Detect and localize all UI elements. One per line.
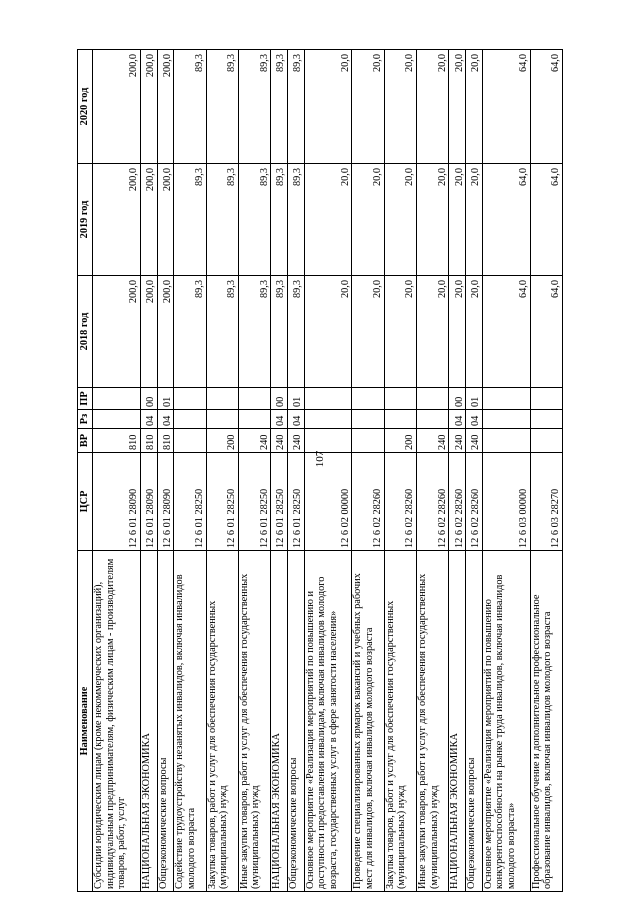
cell-pr <box>206 388 238 410</box>
cell-rz: 04 <box>466 410 483 429</box>
cell-csr: 12 6 03 00000 <box>482 453 530 551</box>
cell-pr: 00 <box>140 388 157 410</box>
cell-vr: 810 <box>140 429 157 453</box>
cell-y2018: 89,3 <box>271 276 288 388</box>
cell-rz <box>416 410 448 429</box>
cell-pr <box>174 388 206 410</box>
cell-name: НАЦИОНАЛЬНАЯ ЭКОНОМИКА <box>140 551 157 892</box>
cell-y2018: 89,3 <box>238 276 270 388</box>
cell-y2020: 20,0 <box>384 50 416 164</box>
cell-y2019: 89,3 <box>238 164 270 276</box>
cell-csr: 12 6 02 28260 <box>384 453 416 551</box>
header-2018: 2018 год <box>78 276 93 388</box>
header-2020: 2020 год <box>78 50 93 164</box>
cell-vr: 240 <box>416 429 448 453</box>
cell-rz <box>206 410 238 429</box>
cell-y2018: 200,0 <box>140 276 157 388</box>
cell-name: Содействие трудоустройству незанятых инвалидов, включая инвалидов молодого возраста <box>174 551 206 892</box>
cell-vr: 240 <box>287 429 304 453</box>
table-body <box>93 50 563 892</box>
cell-csr: 12 6 02 28260 <box>352 453 384 551</box>
cell-y2018: 64,0 <box>482 276 530 388</box>
cell-y2018: 64,0 <box>530 276 562 388</box>
cell-rz <box>384 410 416 429</box>
cell-y2020: 20,0 <box>416 50 448 164</box>
table-row <box>206 50 238 892</box>
cell-y2019: 89,3 <box>287 164 304 276</box>
cell-csr: 12 6 01 28250 <box>287 453 304 551</box>
cell-y2020: 64,0 <box>482 50 530 164</box>
cell-csr: 12 6 01 28090 <box>93 453 141 551</box>
cell-vr <box>352 429 384 453</box>
cell-rz: 04 <box>287 410 304 429</box>
header-pr: ПР <box>78 388 93 410</box>
cell-pr: 01 <box>157 388 174 410</box>
table-row <box>238 50 270 892</box>
cell-vr: 240 <box>238 429 270 453</box>
table-row <box>140 50 157 892</box>
table-row <box>157 50 174 892</box>
cell-rz <box>482 410 530 429</box>
cell-pr <box>93 388 141 410</box>
table-row <box>530 50 562 892</box>
cell-y2020: 20,0 <box>449 50 466 164</box>
table-row <box>287 50 304 892</box>
header-rz: Рз <box>78 410 93 429</box>
cell-vr <box>174 429 206 453</box>
cell-y2020: 200,0 <box>140 50 157 164</box>
table-row <box>384 50 416 892</box>
cell-name: Основное мероприятие «Реализация мероприятий по повышению и доступности предоставления инвалидам, включая инвалидов молодого возраста, государственных услуг в сфере занятости населения» <box>304 551 352 892</box>
header-csr: ЦСР <box>78 453 93 551</box>
header-row <box>78 50 93 892</box>
cell-name: Иные закупки товаров, работ и услуг для обеспечения государственных (муниципальных) нужд <box>238 551 270 892</box>
cell-y2020: 20,0 <box>466 50 483 164</box>
cell-rz <box>93 410 141 429</box>
cell-y2020: 89,3 <box>238 50 270 164</box>
cell-vr: 240 <box>449 429 466 453</box>
cell-csr: 12 6 01 28090 <box>140 453 157 551</box>
cell-rz: 04 <box>140 410 157 429</box>
cell-pr <box>384 388 416 410</box>
cell-y2020: 200,0 <box>93 50 141 164</box>
cell-y2019: 64,0 <box>530 164 562 276</box>
table-row <box>466 50 483 892</box>
cell-pr: 00 <box>271 388 288 410</box>
cell-csr: 12 6 01 28250 <box>238 453 270 551</box>
cell-csr: 12 6 02 28260 <box>466 453 483 551</box>
cell-vr: 240 <box>466 429 483 453</box>
cell-pr <box>482 388 530 410</box>
cell-y2018: 20,0 <box>466 276 483 388</box>
cell-y2018: 200,0 <box>93 276 141 388</box>
cell-y2020: 89,3 <box>174 50 206 164</box>
cell-y2019: 200,0 <box>93 164 141 276</box>
cell-y2018: 89,3 <box>287 276 304 388</box>
table-row <box>304 50 352 892</box>
cell-pr: 01 <box>466 388 483 410</box>
cell-name: НАЦИОНАЛЬНАЯ ЭКОНОМИКА <box>271 551 288 892</box>
cell-csr: 12 6 02 28260 <box>416 453 448 551</box>
cell-y2019: 64,0 <box>482 164 530 276</box>
cell-rz <box>238 410 270 429</box>
cell-y2018: 20,0 <box>416 276 448 388</box>
cell-rz <box>352 410 384 429</box>
cell-vr: 200 <box>384 429 416 453</box>
cell-csr: 12 6 01 28250 <box>271 453 288 551</box>
cell-vr: 200 <box>206 429 238 453</box>
cell-pr <box>530 388 562 410</box>
cell-y2019: 20,0 <box>384 164 416 276</box>
cell-y2018: 20,0 <box>384 276 416 388</box>
budget-table <box>77 49 563 892</box>
cell-y2019: 89,3 <box>174 164 206 276</box>
header-name: Наименование <box>78 551 93 892</box>
cell-y2020: 20,0 <box>352 50 384 164</box>
cell-name: Общеэкономические вопросы <box>287 551 304 892</box>
cell-pr <box>304 388 352 410</box>
cell-vr: 240 <box>271 429 288 453</box>
cell-y2019: 20,0 <box>466 164 483 276</box>
cell-y2019: 20,0 <box>449 164 466 276</box>
header-2019: 2019 год <box>78 164 93 276</box>
cell-pr: 00 <box>449 388 466 410</box>
cell-name: Закупка товаров, работ и услуг для обеспечения государственных (муниципальных) нужд <box>384 551 416 892</box>
cell-y2020: 89,3 <box>287 50 304 164</box>
cell-name: Общеэкономические вопросы <box>466 551 483 892</box>
cell-y2019: 20,0 <box>352 164 384 276</box>
cell-y2019: 20,0 <box>304 164 352 276</box>
cell-vr: 810 <box>157 429 174 453</box>
cell-csr: 12 6 02 00000 <box>304 453 352 551</box>
cell-csr: 12 6 01 28090 <box>157 453 174 551</box>
cell-pr <box>238 388 270 410</box>
page-number: 107 <box>314 450 326 468</box>
cell-y2019: 200,0 <box>157 164 174 276</box>
cell-rz <box>174 410 206 429</box>
cell-name: Профессиональное обучение и дополнительное профессиональное образование инвалидов, включая инвалидов молодого возраста <box>530 551 562 892</box>
cell-csr: 12 6 01 28250 <box>206 453 238 551</box>
table-row <box>449 50 466 892</box>
table-row <box>93 50 141 892</box>
cell-y2019: 89,3 <box>271 164 288 276</box>
cell-y2018: 89,3 <box>174 276 206 388</box>
cell-y2020: 200,0 <box>157 50 174 164</box>
cell-vr <box>530 429 562 453</box>
table-row <box>416 50 448 892</box>
cell-y2018: 20,0 <box>304 276 352 388</box>
cell-name: Субсидии юридическим лицам (кроме некоммерческих организаций), индивидуальным предпринимателям, физическим лицам - производителям товаров, работ, услуг <box>93 551 141 892</box>
cell-name: Проведение специализированных ярмарок вакансий и учебных рабочих мест для инвалидов, включая инвалидов молодого возраста <box>352 551 384 892</box>
cell-pr <box>352 388 384 410</box>
cell-y2018: 89,3 <box>206 276 238 388</box>
cell-name: НАЦИОНАЛЬНАЯ ЭКОНОМИКА <box>449 551 466 892</box>
cell-vr: 810 <box>93 429 141 453</box>
cell-pr <box>416 388 448 410</box>
cell-rz <box>304 410 352 429</box>
cell-name: Закупка товаров, работ и услуг для обеспечения государственных (муниципальных) нужд <box>206 551 238 892</box>
cell-y2019: 20,0 <box>416 164 448 276</box>
table-row <box>271 50 288 892</box>
cell-name: Общеэкономические вопросы <box>157 551 174 892</box>
table-row <box>174 50 206 892</box>
table-row <box>482 50 530 892</box>
cell-name: Иные закупки товаров, работ и услуг для обеспечения государственных (муниципальных) нужд <box>416 551 448 892</box>
cell-rz: 04 <box>449 410 466 429</box>
cell-y2018: 20,0 <box>352 276 384 388</box>
cell-name: Основное мероприятие «Реализация мероприятий по повышению конкурентоспособности на рынке труда инвалидов, включая инвалидов молодого возраста» <box>482 551 530 892</box>
cell-y2020: 89,3 <box>206 50 238 164</box>
cell-y2020: 89,3 <box>271 50 288 164</box>
cell-csr: 12 6 01 28250 <box>174 453 206 551</box>
cell-vr <box>304 429 352 453</box>
cell-y2018: 200,0 <box>157 276 174 388</box>
cell-y2018: 20,0 <box>449 276 466 388</box>
cell-vr <box>482 429 530 453</box>
cell-y2020: 64,0 <box>530 50 562 164</box>
cell-pr: 01 <box>287 388 304 410</box>
header-vr: ВР <box>78 429 93 453</box>
table-row <box>352 50 384 892</box>
cell-csr: 12 6 03 28270 <box>530 453 562 551</box>
cell-y2020: 20,0 <box>304 50 352 164</box>
cell-y2019: 200,0 <box>140 164 157 276</box>
budget-table-rotated <box>77 50 563 892</box>
cell-rz: 04 <box>271 410 288 429</box>
cell-y2019: 89,3 <box>206 164 238 276</box>
cell-rz: 04 <box>157 410 174 429</box>
cell-csr: 12 6 02 28260 <box>449 453 466 551</box>
cell-rz <box>530 410 562 429</box>
